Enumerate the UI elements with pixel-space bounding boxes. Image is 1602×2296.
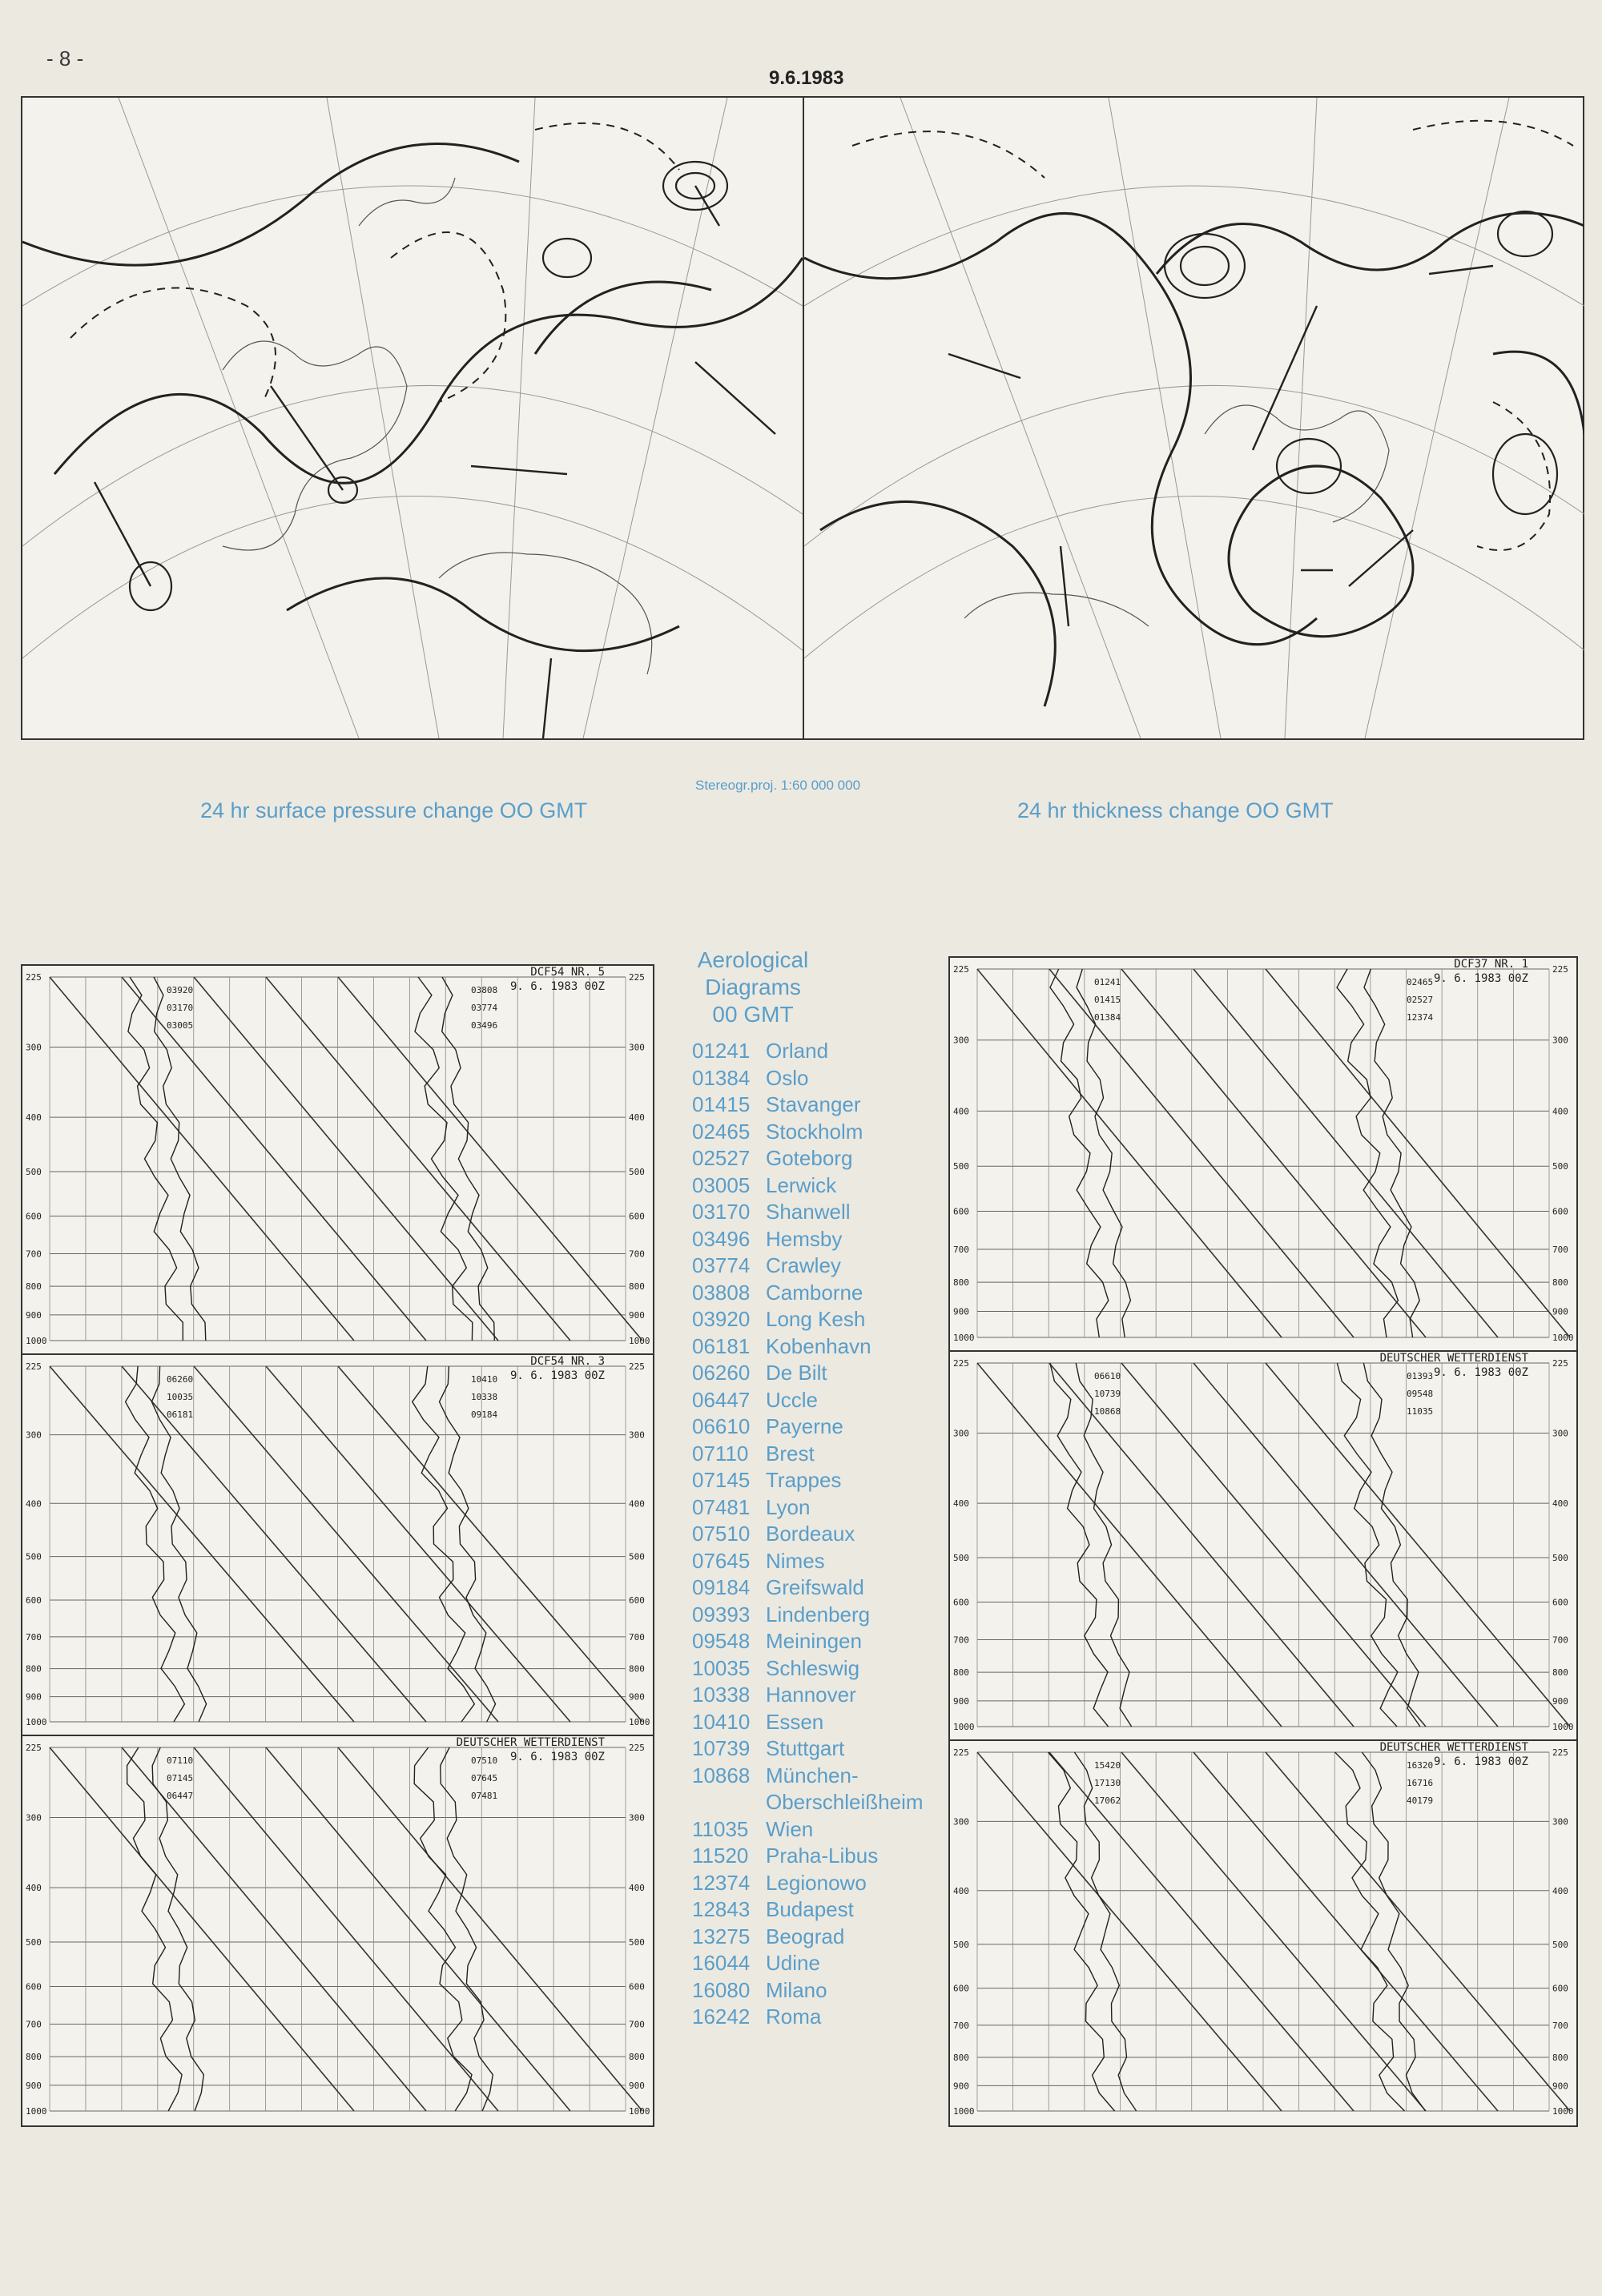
aerological-diagram-3 — [21, 1735, 654, 2127]
aerological-title-line: Diagrams — [705, 975, 801, 999]
pressure-label: 225 — [26, 972, 42, 983]
thickness-caption: 24 hr thickness change OO GMT — [1017, 798, 1334, 822]
pressure-label: 700 — [629, 1249, 645, 1260]
station-code: 06260 — [692, 1361, 751, 1385]
pressure-label: 225 — [953, 1747, 969, 1758]
pressure-label: 800 — [953, 1667, 969, 1679]
station-name: Crawley — [766, 1253, 841, 1278]
station-item — [692, 1038, 924, 1065]
pressure-label: 1000 — [1552, 1333, 1574, 1343]
station-item — [692, 1199, 924, 1226]
surface-pressure-change-map — [22, 98, 803, 738]
pressure-label: 800 — [26, 2052, 42, 2063]
diagram-grid — [950, 1352, 1576, 1741]
station-name: Payerne — [766, 1414, 843, 1439]
pressure-label: 700 — [26, 1631, 42, 1643]
pressure-label: 800 — [629, 1281, 645, 1293]
aerological-diagram-4 — [948, 956, 1578, 1353]
station-item — [692, 1977, 924, 2004]
diagram-station-code: 01393 — [1407, 1371, 1434, 1381]
pressure-label: 300 — [953, 1035, 969, 1046]
diagram-station-code: 10338 — [471, 1392, 498, 1402]
pressure-label: 400 — [1552, 1106, 1568, 1117]
pressure-label: 500 — [953, 1553, 969, 1564]
pressure-label: 400 — [629, 1883, 645, 1894]
station-code: 06610 — [692, 1414, 751, 1439]
station-item — [692, 1360, 924, 1387]
pressure-label: 900 — [629, 1691, 645, 1703]
station-name: Kobenhavn — [766, 1333, 871, 1358]
diagram-station-code: 07510 — [471, 1755, 498, 1766]
station-item — [692, 1574, 924, 1602]
pressure-label: 600 — [26, 1594, 42, 1606]
diagram-station-code: 16716 — [1407, 1778, 1434, 1788]
station-code: 13275 — [692, 1924, 751, 1948]
pressure-label: 1000 — [953, 1722, 975, 1732]
station-code: 16242 — [692, 2004, 751, 2029]
diagram-grid — [22, 966, 653, 1355]
station-name: Camborne — [766, 1280, 863, 1305]
pressure-label: 300 — [953, 1428, 969, 1439]
station-item — [692, 1467, 924, 1494]
diagram-station-code: 40179 — [1407, 1795, 1434, 1806]
diagram-header: DEUTSCHER WETTERDIENST — [1379, 1352, 1528, 1365]
pressure-label: 600 — [26, 1981, 42, 1992]
station-item — [692, 1924, 924, 1951]
station-code: 03920 — [692, 1307, 751, 1332]
diagram-station-code: 02465 — [1407, 977, 1434, 987]
pressure-label: 900 — [26, 1309, 42, 1321]
pressure-label: 1000 — [1552, 2106, 1574, 2117]
station-code: 07481 — [692, 1494, 751, 1519]
station-name: Hemsby — [766, 1226, 843, 1251]
station-name: Milano — [766, 1977, 827, 2002]
diagram-header: DEUTSCHER WETTERDIENST — [1379, 1741, 1528, 1754]
diagram-station-code: 15420 — [1094, 1760, 1121, 1771]
pressure-label: 600 — [953, 1983, 969, 1994]
station-code: 07510 — [692, 1522, 751, 1546]
pressure-label: 400 — [953, 1106, 969, 1117]
station-name: Shanwell — [766, 1200, 851, 1224]
station-code: 12374 — [692, 1870, 751, 1895]
pressure-label: 225 — [629, 972, 645, 983]
pressure-label: 700 — [1552, 2020, 1568, 2031]
station-name: Nimes — [766, 1548, 825, 1573]
diagram-station-code: 12374 — [1407, 1012, 1434, 1023]
station-name: Hannover — [766, 1683, 856, 1707]
pressure-label: 600 — [953, 1206, 969, 1217]
aerological-diagram-5 — [948, 1350, 1578, 1743]
pressure-label: 400 — [26, 1883, 42, 1894]
pressure-label: 500 — [629, 1551, 645, 1562]
pressure-label: 800 — [1552, 2052, 1568, 2063]
station-item — [692, 1441, 924, 1468]
pressure-label: 900 — [26, 2080, 42, 2091]
station-name: Oberschleißheim — [766, 1790, 924, 1815]
pressure-label: 800 — [1552, 1277, 1568, 1289]
pressure-label: 900 — [953, 1306, 969, 1317]
diagram-station-code: 10868 — [1094, 1406, 1121, 1417]
diagram-grid — [950, 1741, 1576, 2125]
pressure-label: 600 — [1552, 1597, 1568, 1608]
station-name: De Bilt — [766, 1361, 827, 1385]
station-item — [692, 1655, 924, 1683]
station-item — [692, 2004, 924, 2031]
thickness-change-map — [803, 98, 1584, 738]
station-item — [692, 1548, 924, 1575]
pressure-label: 1000 — [629, 1336, 650, 1346]
station-code: 09548 — [692, 1629, 751, 1654]
aerological-diagram-2 — [21, 1353, 654, 1738]
diagram-date: 9. 6. 1983 00Z — [509, 980, 605, 993]
diagram-station-code: 07145 — [167, 1773, 194, 1783]
pressure-label: 800 — [26, 1663, 42, 1675]
pressure-label: 1000 — [26, 1717, 47, 1727]
pressure-label: 500 — [26, 1551, 42, 1562]
pressure-label: 500 — [629, 1937, 645, 1948]
pressure-label: 300 — [26, 1812, 42, 1824]
weather-maps — [21, 96, 1584, 740]
diagram-header: DCF54 NR. 5 — [530, 966, 605, 979]
pressure-label: 1000 — [26, 2106, 47, 2117]
pressure-label: 600 — [629, 1594, 645, 1606]
diagram-date: 9. 6. 1983 00Z — [1433, 972, 1528, 985]
pressure-label: 600 — [1552, 1983, 1568, 1994]
station-code: 09184 — [692, 1575, 751, 1600]
pressure-label: 225 — [953, 1358, 969, 1369]
diagram-station-code: 07110 — [167, 1755, 194, 1766]
pressure-label: 225 — [1552, 1358, 1568, 1369]
pressure-label: 300 — [629, 1429, 645, 1441]
station-item — [692, 1521, 924, 1548]
pressure-label: 225 — [1552, 964, 1568, 975]
station-name: Lindenberg — [766, 1602, 871, 1627]
diagram-header: DEUTSCHER WETTERDIENST — [456, 1736, 605, 1749]
pressure-label: 600 — [629, 1981, 645, 1992]
station-name: Stockholm — [766, 1119, 863, 1144]
diagram-header: DCF37 NR. 1 — [1454, 958, 1528, 971]
station-name: Trappes — [766, 1468, 842, 1493]
pressure-label: 900 — [1552, 2081, 1568, 2092]
pressure-label: 400 — [629, 1112, 645, 1124]
station-code: 03808 — [692, 1280, 751, 1305]
station-item — [692, 1709, 924, 1736]
station-code: 03496 — [692, 1226, 751, 1251]
station-code: 06447 — [692, 1387, 751, 1412]
station-item — [692, 1843, 924, 1870]
diagram-station-code: 01415 — [1094, 995, 1121, 1005]
diagram-station-code: 10410 — [471, 1374, 498, 1385]
pressure-label: 500 — [26, 1937, 42, 1948]
diagram-station-code: 06181 — [167, 1409, 194, 1420]
pressure-label: 700 — [629, 1631, 645, 1643]
station-item — [692, 1119, 924, 1146]
station-name: Udine — [766, 1951, 820, 1976]
station-name: Budapest — [766, 1897, 854, 1922]
pressure-label: 500 — [1552, 1161, 1568, 1172]
station-name: Uccle — [766, 1387, 819, 1412]
pressure-label: 900 — [1552, 1306, 1568, 1317]
station-name: Stavanger — [766, 1092, 861, 1117]
pressure-label: 400 — [26, 1112, 42, 1124]
pressure-label: 900 — [629, 1309, 645, 1321]
pressure-label: 400 — [1552, 1498, 1568, 1510]
diagram-grid — [950, 958, 1576, 1352]
pressure-label: 300 — [26, 1042, 42, 1053]
station-name: Lyon — [766, 1494, 811, 1519]
station-code: 10410 — [692, 1709, 751, 1734]
station-item — [692, 1494, 924, 1522]
station-code: 07110 — [692, 1441, 749, 1466]
station-item — [692, 1628, 924, 1655]
pressure-label: 300 — [1552, 1428, 1568, 1439]
pressure-label: 700 — [1552, 1635, 1568, 1646]
diagram-station-code: 06447 — [167, 1791, 194, 1801]
station-item — [692, 1306, 924, 1333]
station-code: 07645 — [692, 1548, 751, 1573]
pressure-label: 1000 — [953, 1333, 975, 1343]
pressure-label: 300 — [953, 1816, 969, 1828]
diagram-date: 9. 6. 1983 00Z — [1433, 1366, 1528, 1379]
station-code: 06181 — [692, 1333, 751, 1358]
station-item — [692, 1789, 924, 1816]
pressure-label: 600 — [629, 1211, 645, 1222]
pressure-label: 800 — [953, 1277, 969, 1289]
pressure-label: 300 — [629, 1042, 645, 1053]
diagram-station-code: 10739 — [1094, 1389, 1121, 1399]
station-list — [692, 1038, 924, 2031]
pressure-label: 225 — [26, 1743, 42, 1753]
station-item — [692, 1602, 924, 1629]
diagram-station-code: 10035 — [167, 1392, 194, 1402]
pressure-label: 700 — [953, 1635, 969, 1646]
pressure-label: 700 — [629, 2019, 645, 2030]
station-code: 16044 — [692, 1951, 751, 1976]
pressure-label: 1000 — [629, 1717, 650, 1727]
diagram-station-code: 06610 — [1094, 1371, 1121, 1381]
diagram-station-code: 03170 — [167, 1003, 194, 1013]
station-code: 03005 — [692, 1172, 751, 1197]
diagram-date: 9. 6. 1983 00Z — [1433, 1755, 1528, 1768]
diagram-station-code: 07481 — [471, 1791, 498, 1801]
pressure-label: 225 — [629, 1743, 645, 1753]
station-name: Roma — [766, 2004, 822, 2029]
diagram-station-code: 01241 — [1094, 977, 1121, 987]
pressure-label: 500 — [1552, 1939, 1568, 1950]
station-name: Long Kesh — [766, 1307, 866, 1332]
station-code: 01415 — [692, 1092, 751, 1117]
pressure-label: 700 — [953, 1245, 969, 1256]
station-name: Lerwick — [766, 1172, 837, 1197]
diagram-station-code: 16320 — [1407, 1760, 1434, 1771]
pressure-label: 900 — [26, 1691, 42, 1703]
station-item — [692, 1333, 924, 1361]
diagram-station-code: 09548 — [1407, 1389, 1434, 1399]
station-code: 09393 — [692, 1602, 751, 1627]
station-item — [692, 1092, 924, 1119]
pressure-label: 400 — [953, 1885, 969, 1896]
station-name: Bordeaux — [766, 1522, 855, 1546]
pressure-label: 225 — [1552, 1747, 1568, 1758]
station-code: 03170 — [692, 1200, 751, 1224]
station-item — [692, 1280, 924, 1307]
pressure-label: 500 — [1552, 1553, 1568, 1564]
pressure-label: 800 — [26, 1281, 42, 1293]
pressure-label: 500 — [629, 1167, 645, 1178]
diagram-station-code: 03496 — [471, 1020, 498, 1031]
diagram-station-code: 03774 — [471, 1003, 498, 1013]
diagram-station-code: 03808 — [471, 985, 498, 995]
station-item — [692, 1735, 924, 1763]
diagram-station-code: 09184 — [471, 1409, 498, 1420]
station-item — [692, 1896, 924, 1924]
station-code: 07145 — [692, 1468, 751, 1493]
station-name: Orland — [766, 1039, 829, 1064]
station-name: München- — [766, 1763, 859, 1787]
station-code: 12843 — [692, 1897, 751, 1922]
pressure-label: 700 — [26, 2019, 42, 2030]
station-item — [692, 1816, 924, 1844]
pressure-label: 500 — [26, 1167, 42, 1178]
station-item — [692, 1870, 924, 1897]
pressure-label: 300 — [629, 1812, 645, 1824]
station-item — [692, 1950, 924, 1977]
pressure-label: 600 — [1552, 1206, 1568, 1217]
pressure-label: 1000 — [629, 2106, 650, 2117]
station-name: Brest — [766, 1441, 815, 1466]
pressure-label: 1000 — [26, 1336, 47, 1346]
pressure-label: 800 — [629, 2052, 645, 2063]
pressure-label: 500 — [953, 1161, 969, 1172]
pressure-label: 300 — [1552, 1816, 1568, 1828]
pressure-label: 1000 — [953, 2106, 975, 2117]
pressure-label: 1000 — [1552, 1722, 1574, 1732]
diagram-station-code: 17130 — [1094, 1778, 1121, 1788]
pressure-label: 800 — [1552, 1667, 1568, 1679]
station-item — [692, 1682, 924, 1709]
station-code: 03774 — [692, 1253, 751, 1278]
aerological-diagram-1 — [21, 964, 654, 1357]
diagram-station-code: 01384 — [1094, 1012, 1121, 1023]
pressure-label: 700 — [1552, 1245, 1568, 1256]
pressure-label: 900 — [953, 1695, 969, 1707]
station-item — [692, 1413, 924, 1441]
pressure-label: 225 — [953, 964, 969, 975]
pressure-label: 400 — [953, 1498, 969, 1510]
station-code: 11520 — [692, 1844, 749, 1868]
diagram-date: 9. 6. 1983 00Z — [509, 1369, 605, 1382]
station-name: Praha-Libus — [766, 1844, 879, 1868]
station-item — [692, 1387, 924, 1414]
pressure-label: 900 — [953, 2081, 969, 2092]
pressure-label: 600 — [953, 1597, 969, 1608]
aerological-title — [689, 947, 817, 1028]
station-code: 01384 — [692, 1065, 751, 1090]
projection-label: Stereogr.proj. 1:60 000 000 — [695, 778, 861, 793]
pressure-label: 700 — [953, 2020, 969, 2031]
station-code: 11035 — [692, 1816, 749, 1841]
station-name: Oslo — [766, 1065, 809, 1090]
pressure-label: 900 — [1552, 1695, 1568, 1707]
pressure-label: 225 — [629, 1361, 645, 1372]
station-name: Beograd — [766, 1924, 845, 1948]
pressure-label: 300 — [1552, 1035, 1568, 1046]
pressure-label: 500 — [953, 1939, 969, 1950]
diagram-date: 9. 6. 1983 00Z — [509, 1751, 605, 1763]
diagram-station-code: 11035 — [1407, 1406, 1434, 1417]
station-item — [692, 1226, 924, 1253]
pressure-label: 225 — [26, 1361, 42, 1372]
aerological-title-line: 00 GMT — [712, 1002, 794, 1027]
station-name: Meiningen — [766, 1629, 862, 1654]
station-code: 01241 — [692, 1039, 751, 1064]
station-code: 10868 — [692, 1763, 751, 1787]
diagram-station-code: 02527 — [1407, 995, 1434, 1005]
diagram-station-code: 03920 — [167, 985, 194, 995]
pressure-label: 600 — [26, 1211, 42, 1222]
station-code: 10338 — [692, 1683, 751, 1707]
station-code: 10739 — [692, 1736, 751, 1761]
diagram-header: DCF54 NR. 3 — [530, 1355, 605, 1368]
station-code: 02465 — [692, 1119, 751, 1144]
pressure-label: 400 — [1552, 1885, 1568, 1896]
diagram-grid — [22, 1736, 653, 2125]
pressure-label: 300 — [26, 1429, 42, 1441]
station-name: Greifswald — [766, 1575, 864, 1600]
station-item — [692, 1763, 924, 1790]
pressure-label: 800 — [953, 2052, 969, 2063]
station-item — [692, 1253, 924, 1280]
station-item — [692, 1065, 924, 1092]
diagram-grid — [22, 1355, 653, 1736]
station-item — [692, 1172, 924, 1200]
pressure-label: 700 — [26, 1249, 42, 1260]
station-code: 02527 — [692, 1146, 751, 1171]
pressure-label: 800 — [629, 1663, 645, 1675]
station-name: Essen — [766, 1709, 824, 1734]
station-name: Stuttgart — [766, 1736, 845, 1761]
page-date: 9.6.1983 — [769, 67, 844, 89]
aerological-title-line: Aerological — [697, 947, 809, 972]
diagram-station-code: 17062 — [1094, 1795, 1121, 1806]
surface-pressure-caption: 24 hr surface pressure change OO GMT — [200, 798, 588, 822]
station-code: 10035 — [692, 1655, 751, 1680]
station-name: Goteborg — [766, 1146, 853, 1171]
diagram-station-code: 03005 — [167, 1020, 194, 1031]
station-code: 16080 — [692, 1977, 751, 2002]
station-name: Wien — [766, 1816, 814, 1841]
aerological-diagram-6 — [948, 1739, 1578, 2127]
pressure-label: 400 — [629, 1498, 645, 1510]
station-item — [692, 1145, 924, 1172]
diagram-station-code: 07645 — [471, 1773, 498, 1783]
pressure-label: 400 — [26, 1498, 42, 1510]
page-number: - 8 - — [46, 46, 84, 70]
station-name: Legionowo — [766, 1870, 867, 1895]
station-name: Schleswig — [766, 1655, 860, 1680]
diagram-station-code: 06260 — [167, 1374, 194, 1385]
pressure-label: 900 — [629, 2080, 645, 2091]
